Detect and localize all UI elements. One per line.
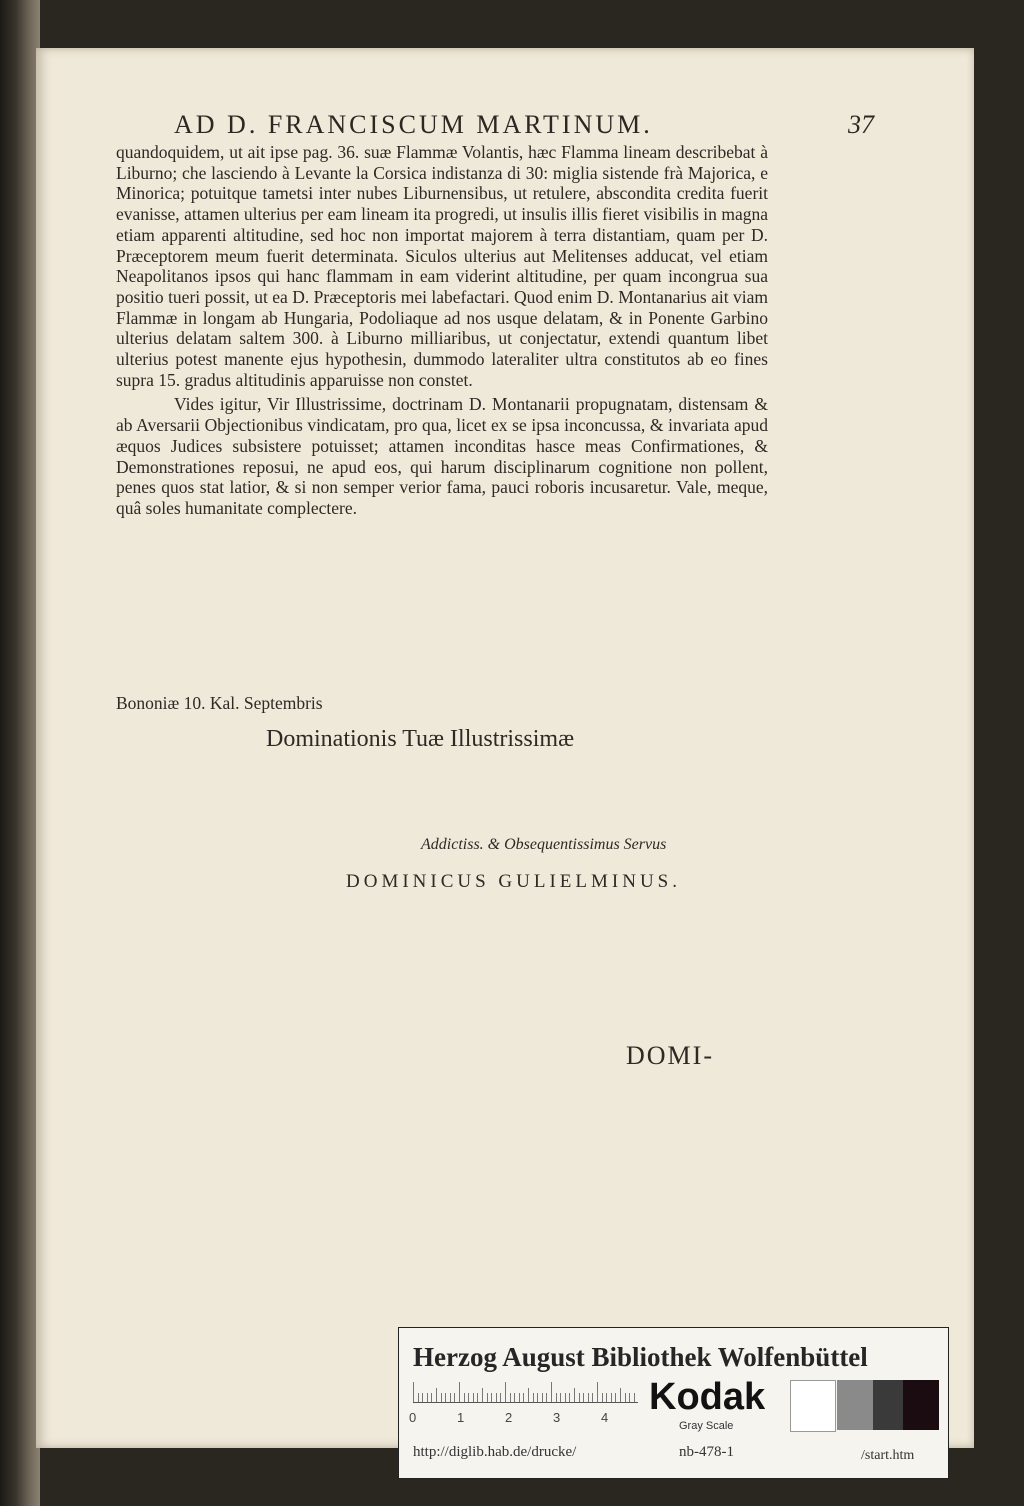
ruler-tick (579, 1393, 580, 1402)
ruler-tick (436, 1388, 437, 1402)
ruler-tick (500, 1393, 501, 1402)
scale-number: 0 (409, 1410, 417, 1425)
ruler-tick (597, 1382, 598, 1402)
ruler-tick (583, 1393, 584, 1402)
ruler-tick (588, 1393, 589, 1402)
gray-swatch (837, 1380, 873, 1430)
kodak-logo: Kodak (649, 1376, 766, 1418)
ruler-tick (523, 1393, 524, 1402)
running-head (174, 110, 874, 140)
ruler-tick (551, 1382, 552, 1402)
scale-number: 4 (601, 1410, 609, 1425)
ruler-tick (546, 1393, 547, 1402)
ruler-tick (569, 1393, 570, 1402)
ruler-tick (505, 1382, 506, 1402)
scale-number: 3 (553, 1410, 561, 1425)
ruler-tick (454, 1393, 455, 1402)
scale-ruler (413, 1380, 638, 1403)
ruler-tick (477, 1393, 478, 1402)
ruler-tick (473, 1393, 474, 1402)
ruler-tick (565, 1393, 566, 1402)
shelfmark: nb-478-1 (679, 1444, 734, 1460)
book-page (36, 48, 974, 1448)
ruler-tick (418, 1393, 419, 1402)
library-card (398, 1327, 949, 1479)
gray-swatch (790, 1380, 836, 1432)
ruler-tick (620, 1388, 621, 1402)
page-number: 37 (848, 110, 874, 139)
ruler-tick (459, 1382, 460, 1402)
ruler-tick (487, 1393, 488, 1402)
start-link: /start.htm (861, 1448, 915, 1463)
scale-number: 2 (505, 1410, 513, 1425)
scale-number: 1 (457, 1410, 465, 1425)
body-text (116, 142, 768, 519)
ruler-tick (556, 1393, 557, 1402)
ruler-tick (514, 1393, 515, 1402)
ruler-tick (422, 1393, 423, 1402)
ruler-tick (528, 1388, 529, 1402)
ruler-tick (496, 1393, 497, 1402)
ruler-tick (537, 1393, 538, 1402)
ruler-tick (606, 1393, 607, 1402)
ruler-tick (431, 1393, 432, 1402)
ruler-tick (533, 1393, 534, 1402)
ruler-tick (450, 1393, 451, 1402)
running-head-title: AD D. FRANCISCUM MARTINUM. (174, 110, 653, 139)
library-name: Herzog August Bibliothek Wolfenbüttel (413, 1342, 868, 1372)
ruler-tick (574, 1388, 575, 1402)
ruler-tick (625, 1393, 626, 1402)
ruler-tick (629, 1393, 630, 1402)
gray-swatch (873, 1380, 903, 1430)
book-spine (0, 0, 40, 1506)
gray-swatch (903, 1380, 939, 1430)
author-signature: DOMINICUS GULIELMINUS. (346, 871, 681, 892)
ruler-tick (510, 1393, 511, 1402)
ruler-tick (468, 1393, 469, 1402)
ruler-tick (482, 1388, 483, 1402)
ruler-tick (560, 1393, 561, 1402)
salutation: Dominationis Tuæ Illustrissimæ (266, 726, 575, 752)
ruler-tick (413, 1382, 414, 1402)
ruler-tick (615, 1393, 616, 1402)
paragraph-2: Vides igitur, Vir Illustrissime, doctrinam D. Montanarii propugnatam, distensam & ab Aversarii Objectionibus vindicatam, pro qua, licet ex se ipsa inconcussa, & invariata apud æquos Judices subsistere potuisset; attamen inconditas hasce meas Confirmationes, & Demonstrationes reposui, ne apud eos, qui harum disciplinarum cognitione non pollent, penes quos stat latior, & si non semper verior fama, pauci roboris incusaretur. Vale, meque, quâ soles humanitate complectere. (116, 394, 768, 518)
ruler-tick (542, 1393, 543, 1402)
ruler-tick (491, 1393, 492, 1402)
ruler-tick (602, 1393, 603, 1402)
servant-line: Addictiss. & Obsequentissimus Servus (421, 836, 667, 853)
ruler-tick (445, 1393, 446, 1402)
ruler-tick (427, 1393, 428, 1402)
catchword: DOMI- (626, 1041, 714, 1070)
gray-scale-label: Gray Scale (679, 1420, 734, 1432)
paragraph-1: quandoquidem, ut ait ipse pag. 36. suæ Flammæ Volantis, hæc Flamma lineam describebat à Liburno; che lasciendo à Levante la Corsica indistanza di 30: miglia sistende frà Majorica, e Minorica; potuitque tametsi inter nubes Liburnensibus, ut retulere, abscondita credita fuerit evanisse, attamen ulterius per eam lineam ita progredi, ut insulis illis fieret visibilis in magna etiam apparenti altitudine, sed hoc non importat majorem à terra distantiam, quam per D. Præceptorem meum fuerit determinata. Siculos ulterius aut Melitenses adducat, vel etiam Neapolitanos ipsos qui hanc flammam in eam viderint altitudine, per quam incongrua sua positio tueri possit, ut ea D. Præceptoris mei labefactari. Quod enim D. Montanarius ait viam Flammæ in longam ab Hungaria, Podoliaque ad nos usque delatam, & in Ponente Garbino ulterius delatam saltem 300. à Liburno milliaribus, ut conjectatur, extendi quantum libet ulterius potest manente ejus hypothesin, dummodo lateraliter ultra constitutos ab eo fines supra 15. gradus altitudinis apparuisse non constet. (116, 142, 768, 390)
place-date: Bononiæ 10. Kal. Septembris (116, 693, 323, 713)
ruler-tick (634, 1393, 635, 1402)
ruler-tick (611, 1393, 612, 1402)
ruler-tick (464, 1393, 465, 1402)
ruler-tick (519, 1393, 520, 1402)
url-text: http://diglib.hab.de/drucke/ (413, 1444, 577, 1460)
ruler-tick (441, 1393, 442, 1402)
ruler-tick (592, 1393, 593, 1402)
